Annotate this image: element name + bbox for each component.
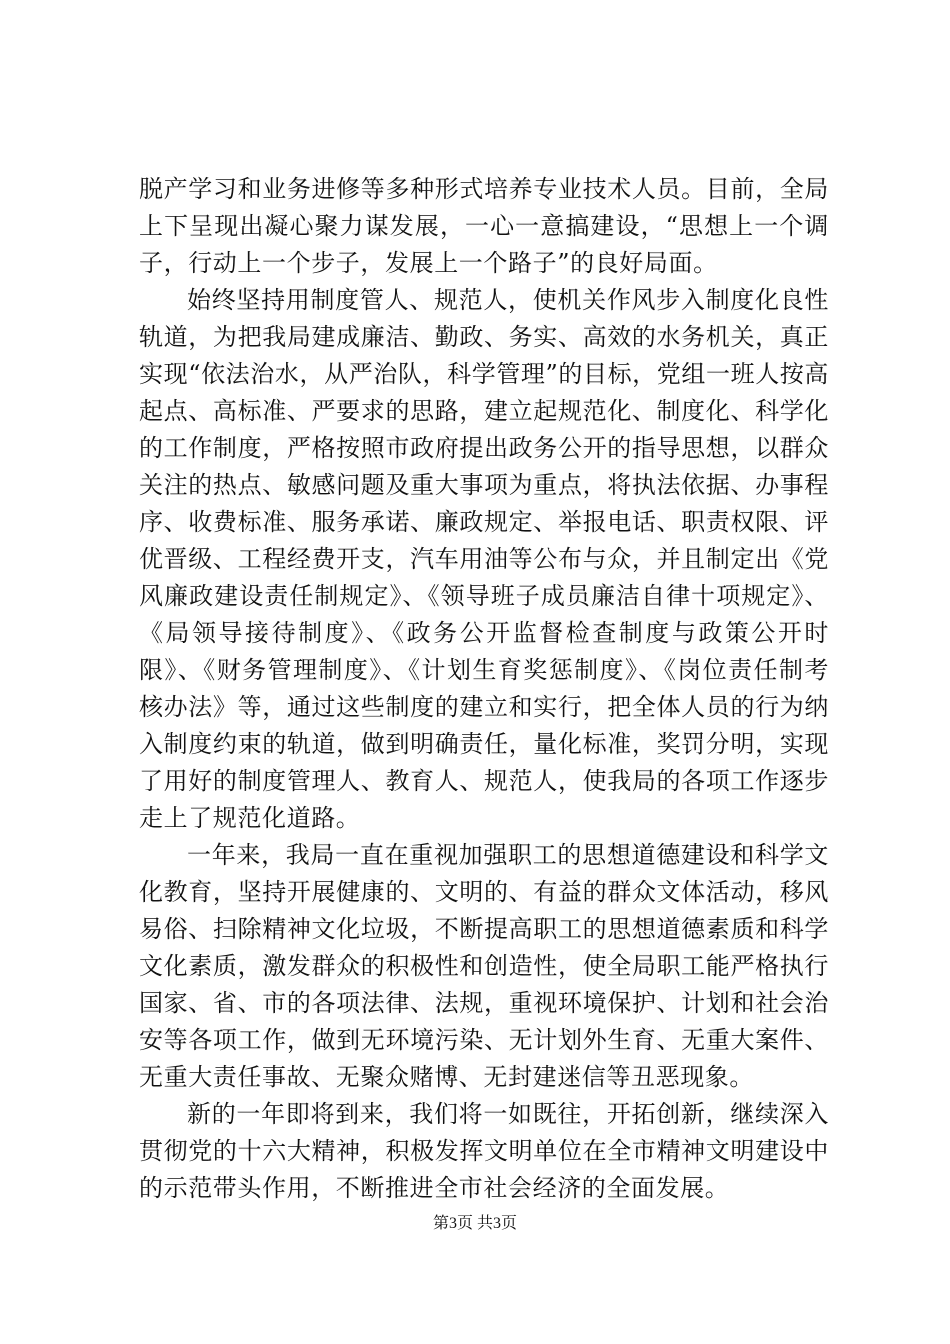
paragraph-new-year-outlook: 新的一年即将到来，我们将一如既往，开拓创新，继续深入贯彻党的十六大精神，积极发挥文明单位在全市精神文明建设中的示范带头作用，不断推进全市社会经济的全面发展。	[139, 1100, 829, 1202]
page-number-footer: 第3页 共3页	[432, 1215, 517, 1232]
paragraph-institutional-rules: 始终坚持用制度管人、规范人，使机关作风步入制度化良性轨道，为把我局建成廉洁、勤政、务实、高效的水务机关，真正实现“依法治水，从严治队，科学管理”的目标，党组一班人按高起点、高标准、严要求的思路，建立起规范化、制度化、科学化的工作制度，严格按照市政府提出政务公开的指导思想，以群众关注的热点、敏感问题及重大事项为重点，将执法依据、办事程序、收费标准、服务承诺、廉政规定、举报电话、职责权限、评优晋级、工程经费开支，汽车用油等公布与众，并且制定出《党风廉政建设责任制规定》、《领导班子成员廉洁自律十项规定》、《局领导接待制度》、《政务公开监督检查制度与政策公开时限》、《财务管理制度》、《计划生育奖惩制度》、《岗位责任制考核办法》等，通过这些制度的建立和实行，把全体人员的行为纳入制度约束的轨道，做到明确责任，量化标准，奖罚分明，实现了用好的制度管理人、教育人、规范人，使我局的各项工作逐步走上了规范化道路。	[139, 286, 829, 832]
document-body	[139, 171, 829, 1207]
paragraph-continuation: 脱产学习和业务进修等多种形式培养专业技术人员。目前，全局上下呈现出凝心聚力谋发展，一心一意搞建设，“思想上一个调子，行动上一个步子，发展上一个路子”的良好局面。	[139, 175, 829, 277]
paragraph-moral-education: 一年来，我局一直在重视加强职工的思想道德建设和科学文化教育，坚持开展健康的、文明的、有益的群众文体活动，移风易俗、扫除精神文化垃圾，不断提高职工的思想道德素质和科学文化素质，激发群众的积极性和创造性，使全局职工能严格执行国家、省、市的各项法律、法规，重视环境保护、计划和社会治安等各项工作，做到无环境污染、无计划外生育、无重大案件、无重大责任事故、无聚众赌博、无封建迷信等丑恶现象。	[139, 841, 829, 1091]
